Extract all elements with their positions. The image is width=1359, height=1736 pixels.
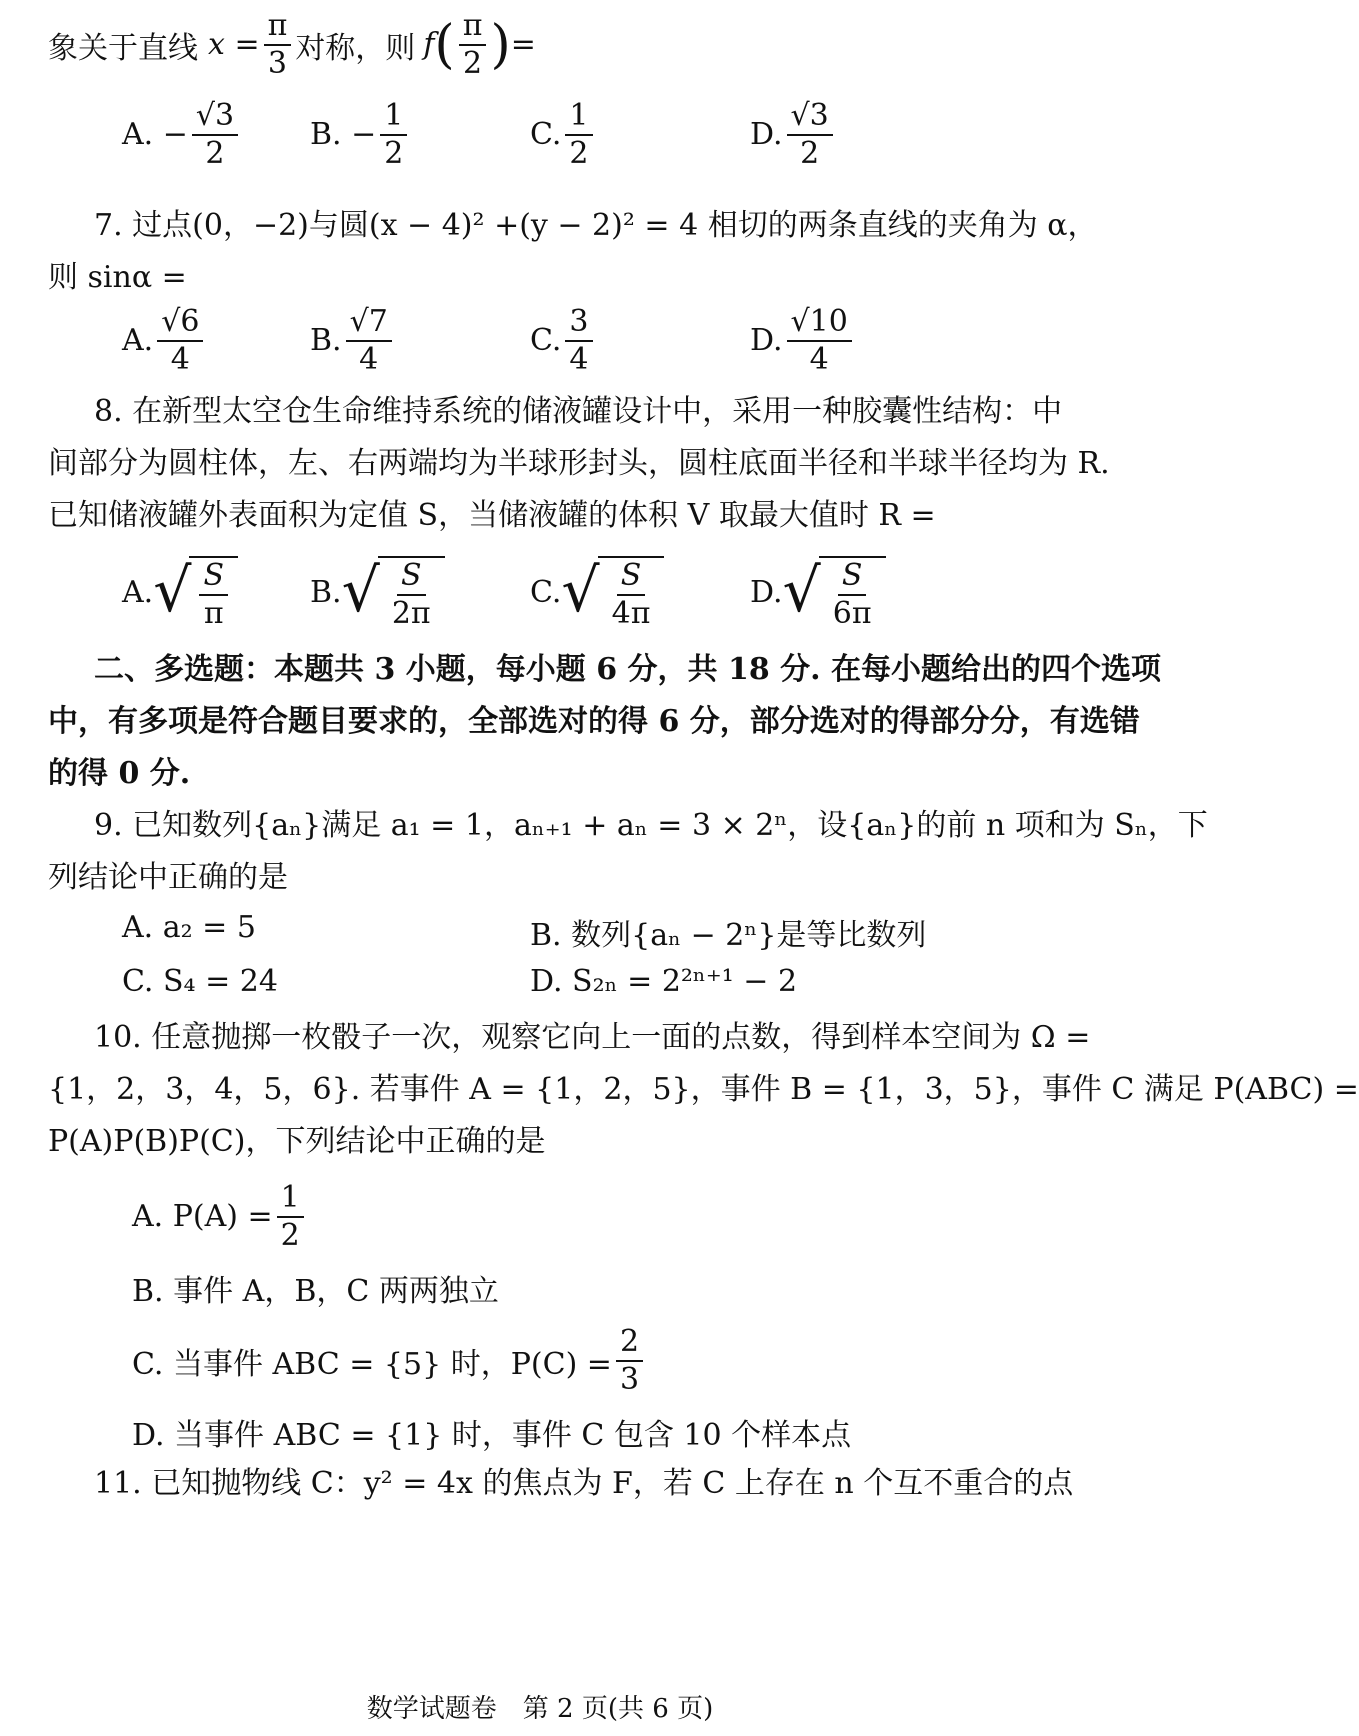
q8-line-2: 间部分为圆柱体，左、右两端均为半球形封头，圆柱底面半径和半球半径均为 R.: [48, 446, 1110, 481]
q6-pi-over-3: $\frac{\pi}{3}$: [264, 10, 292, 79]
q7-option-b: B. $\frac{√7}{4}$: [310, 306, 396, 375]
q9-option-c: C. S₄ = 24: [122, 964, 278, 999]
q8-option-c: C. √ $\frac{S}{4\pi}$: [530, 556, 664, 629]
q6-option-a: A. − $\frac{√3}{2}$: [122, 100, 242, 169]
page-footer: 数学试题卷 第 2 页(共 6 页): [366, 1694, 714, 1724]
section2-line-2: 中，有多项是符合题目要求的，全部选对的得 6 分，部分选对的得部分分，有选错: [48, 704, 1140, 739]
section2-line-1: 二、多选题：本题共 3 小题，每小题 6 分，共 18 分. 在每小题给出的四个选项: [94, 652, 1162, 687]
q6-f: f: [423, 27, 435, 62]
q9-line-1: 9. 已知数列{aₙ}满足 a₁ = 1，aₙ₊₁ + aₙ = 3 × 2ⁿ，设{aₙ}的前 n 项和为 Sₙ，下: [94, 808, 1208, 843]
q6-tail-pre: 象关于直线: [48, 30, 198, 66]
q8-option-b: B. √ $\frac{S}{2\pi}$: [310, 556, 445, 629]
q9-line-2: 列结论中正确的是: [48, 860, 288, 895]
q10-line-2: {1，2，3，4，5，6}. 若事件 A = {1，2，5}，事件 B = {1，3，5}，事件 C 满足 P(ABC) =: [48, 1072, 1359, 1107]
q6-tail-line: 象关于直线 x = $\frac{\pi}{3}$ 对称，则 f ( $\frac{\pi}{2}$ ) =: [48, 8, 536, 81]
q10-line-3: P(A)P(B)P(C)，下列结论中正确的是: [48, 1124, 546, 1159]
q6-mid: 对称，则: [295, 30, 416, 66]
q6-x-eq: x =: [208, 27, 260, 62]
q8-line-1: 8. 在新型太空仓生命维持系统的储液罐设计中，采用一种胶囊性结构：中: [94, 394, 1063, 429]
q8-line-3: 已知储液罐外表面积为定值 S，当储液罐的体积 V 取最大值时 R =: [48, 498, 936, 533]
q10-option-d: D. 当事件 ABC = {1} 时，事件 C 包含 10 个样本点: [132, 1418, 852, 1453]
q7-line-2: 则 sinα =: [48, 260, 187, 295]
q11-line-1: 11. 已知抛物线 C：y² = 4x 的焦点为 F，若 C 上存在 n 个互不重合的点: [94, 1466, 1074, 1501]
q9-option-d: D. S₂ₙ = 2²ⁿ⁺¹ − 2: [530, 964, 798, 999]
q10-line-1: 10. 任意抛掷一枚骰子一次，观察它向上一面的点数，得到样本空间为 Ω =: [94, 1020, 1091, 1055]
q9-option-b: B. 数列{aₙ − 2ⁿ}是等比数列: [530, 918, 927, 953]
q7-line-1: 7. 过点(0，−2)与圆(x − 4)² +(y − 2)² = 4 相切的两条直线的夹角为 α，: [94, 208, 1098, 243]
q8-option-d: D. √ $\frac{S}{6\pi}$: [750, 556, 886, 629]
q6-option-d: D. $\frac{√3}{2}$: [750, 100, 837, 169]
q7-option-d: D. $\frac{√10}{4}$: [750, 306, 856, 375]
q10-option-b: B. 事件 A，B，C 两两独立: [132, 1274, 499, 1309]
q6-pi-over-2: $\frac{\pi}{2}$: [459, 10, 487, 79]
q6-option-c: C. $\frac{1}{2}$: [530, 100, 597, 169]
section2-line-3: 的得 0 分.: [48, 756, 191, 791]
q6-post: =: [510, 27, 536, 62]
q10-option-c: C. 当事件 ABC = {5} 时，P(C) = $\frac{2}{3}$: [132, 1326, 647, 1395]
q10-option-a: A. P(A) = $\frac{1}{2}$: [132, 1182, 308, 1251]
q9-option-a: A. a₂ = 5: [122, 910, 256, 945]
q6-option-b: B. − $\frac{1}{2}$: [310, 100, 411, 169]
q7-option-a: A. $\frac{√6}{4}$: [122, 306, 207, 375]
q8-option-a: A. √ $\frac{S}{\pi}$: [122, 556, 238, 629]
q7-option-c: C. $\frac{3}{4}$: [530, 306, 597, 375]
